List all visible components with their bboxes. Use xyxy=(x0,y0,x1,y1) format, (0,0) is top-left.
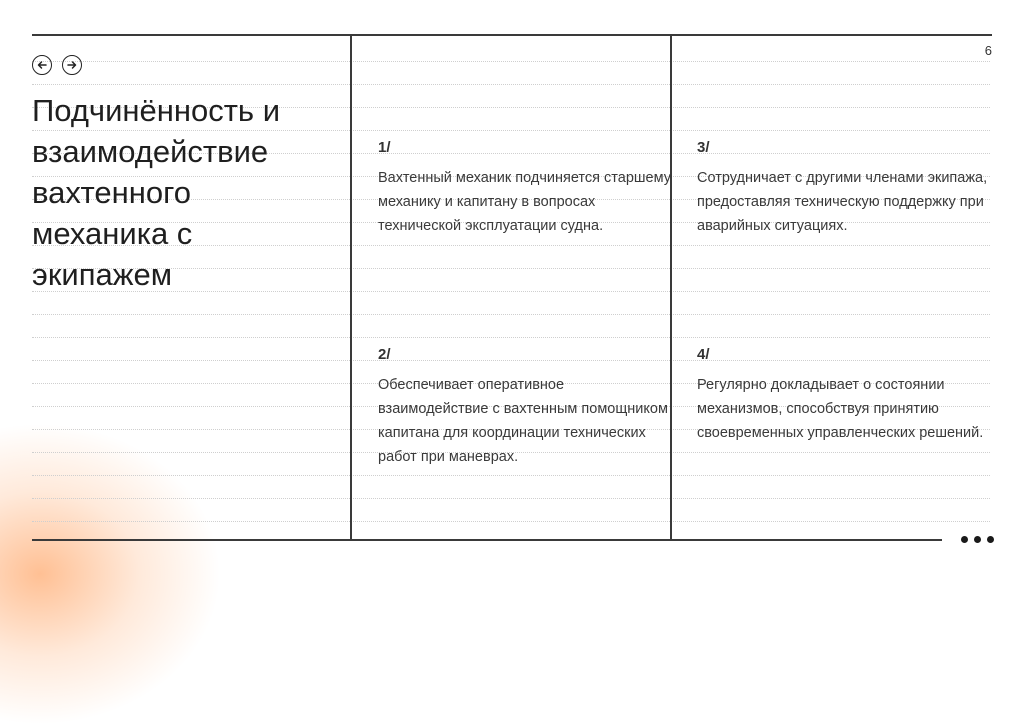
item-text: Вахтенный механик подчиняется старшему механику и капитану в вопросах технической эксплуатации судна. xyxy=(378,170,671,234)
more-dots-icon xyxy=(961,536,994,543)
dotted-rule-line xyxy=(32,337,990,338)
list-item xyxy=(697,346,992,445)
dot xyxy=(987,536,994,543)
list-item xyxy=(697,139,992,238)
next-slide-button[interactable] xyxy=(62,55,82,75)
dotted-rule-line xyxy=(32,84,990,85)
dotted-rule-line xyxy=(32,521,990,522)
dot xyxy=(961,536,968,543)
list-item xyxy=(378,139,673,238)
prev-slide-button[interactable] xyxy=(32,55,52,75)
arrow-left-icon xyxy=(36,59,48,71)
item-text: Сотрудничает с другими членами экипажа, предоставляя техническую поддержку при аварийных ситуациях. xyxy=(697,170,988,234)
arrow-right-icon xyxy=(66,59,78,71)
slide-title: Подчинённость и взаимодействие вахтенного механика с экипажем xyxy=(32,93,281,292)
item-number: 1/ xyxy=(378,139,391,156)
bottom-rule xyxy=(32,539,942,541)
dotted-rule-line xyxy=(32,314,990,315)
item-text: Регулярно докладывает о состоянии механизмов, способствуя принятию своевременных управленческих решений. xyxy=(697,377,984,441)
item-text: Обеспечивает оперативное взаимодействие с вахтенным помощником капитана для координации технических работ при маневрах. xyxy=(378,377,668,465)
top-rule xyxy=(32,34,992,36)
dotted-rule-line xyxy=(32,61,990,62)
column-divider-left xyxy=(350,34,352,540)
list-item xyxy=(378,346,673,469)
page-number: 6 xyxy=(984,43,992,58)
item-number: 2/ xyxy=(378,346,391,363)
dotted-rule-line xyxy=(32,498,990,499)
item-number: 4/ xyxy=(697,346,710,363)
dotted-rule-line xyxy=(32,475,990,476)
dot xyxy=(974,536,981,543)
item-number: 3/ xyxy=(697,139,710,156)
orange-glow-decoration xyxy=(0,424,220,724)
